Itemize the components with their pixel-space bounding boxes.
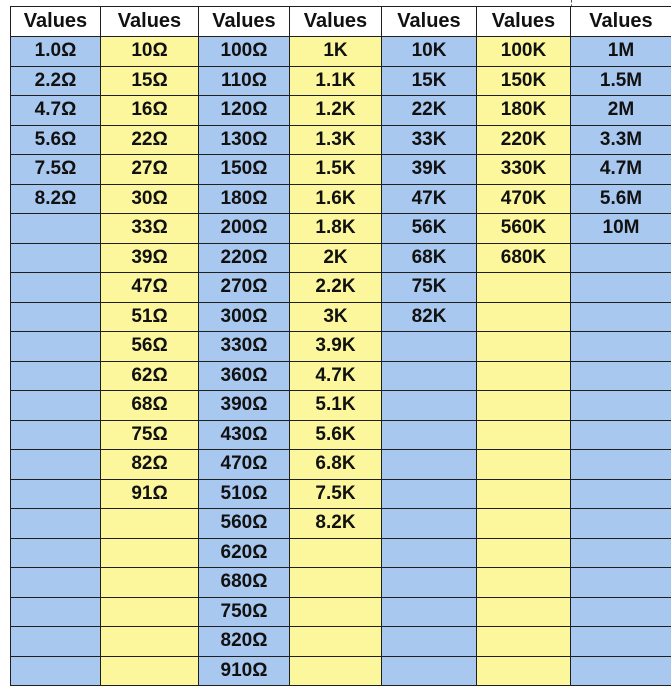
value-cell	[11, 391, 101, 421]
table-row	[11, 96, 671, 126]
value-cell: 6.8K	[290, 450, 382, 480]
value-cell	[477, 479, 571, 509]
value-cell: 180Ω	[199, 184, 290, 214]
value-cell: 100Ω	[199, 37, 290, 67]
value-cell	[11, 627, 101, 657]
value-cell: 47K	[382, 184, 477, 214]
value-cell	[382, 509, 477, 539]
value-cell	[477, 273, 571, 303]
value-cell: 5.6K	[290, 420, 382, 450]
value-cell: 68Ω	[101, 391, 199, 421]
value-cell	[571, 568, 671, 598]
value-cell: 470Ω	[199, 450, 290, 480]
table-row	[11, 184, 671, 214]
value-cell	[382, 568, 477, 598]
value-cell: 1M	[571, 37, 671, 67]
value-cell: 75Ω	[101, 420, 199, 450]
value-cell: 470K	[477, 184, 571, 214]
value-cell: 15K	[382, 66, 477, 96]
value-cell: 300Ω	[199, 302, 290, 332]
value-cell	[101, 538, 199, 568]
value-cell: 560K	[477, 214, 571, 244]
value-cell: 27Ω	[101, 155, 199, 185]
value-cell: 510Ω	[199, 479, 290, 509]
value-cell: 75K	[382, 273, 477, 303]
value-cell	[382, 391, 477, 421]
value-cell	[571, 538, 671, 568]
value-cell	[382, 450, 477, 480]
value-cell: 8.2K	[290, 509, 382, 539]
header-cell: Values	[199, 7, 290, 37]
value-cell: 2K	[290, 243, 382, 273]
value-cell: 1K	[290, 37, 382, 67]
value-cell: 5.1K	[290, 391, 382, 421]
value-cell: 82Ω	[101, 450, 199, 480]
header-cell: Values	[290, 7, 382, 37]
value-cell	[477, 302, 571, 332]
value-cell	[571, 420, 671, 450]
value-cell: 150Ω	[199, 155, 290, 185]
value-cell	[571, 509, 671, 539]
resistor-values-table	[10, 6, 671, 686]
value-cell: 1.6K	[290, 184, 382, 214]
table-row	[11, 66, 671, 96]
value-cell: 10Ω	[101, 37, 199, 67]
value-cell: 68K	[382, 243, 477, 273]
value-cell: 7.5Ω	[11, 155, 101, 185]
value-cell: 1.2K	[290, 96, 382, 126]
value-cell: 2.2Ω	[11, 66, 101, 96]
value-cell: 62Ω	[101, 361, 199, 391]
value-cell: 51Ω	[101, 302, 199, 332]
value-cell	[290, 656, 382, 686]
value-cell: 180K	[477, 96, 571, 126]
value-cell: 270Ω	[199, 273, 290, 303]
value-cell: 47Ω	[101, 273, 199, 303]
value-cell: 1.1K	[290, 66, 382, 96]
table-row	[11, 391, 671, 421]
value-cell	[571, 627, 671, 657]
value-cell	[477, 568, 571, 598]
value-cell	[477, 420, 571, 450]
table-row	[11, 273, 671, 303]
table-row	[11, 361, 671, 391]
value-cell	[477, 391, 571, 421]
value-cell	[477, 656, 571, 686]
value-cell: 56K	[382, 214, 477, 244]
value-cell	[477, 597, 571, 627]
value-cell: 4.7Ω	[11, 96, 101, 126]
value-cell	[571, 479, 671, 509]
value-cell: 220K	[477, 125, 571, 155]
value-cell: 5.6Ω	[11, 125, 101, 155]
value-cell: 1.3K	[290, 125, 382, 155]
header-row	[11, 7, 671, 37]
value-cell	[382, 420, 477, 450]
value-cell: 390Ω	[199, 391, 290, 421]
value-cell: 22K	[382, 96, 477, 126]
value-cell	[101, 627, 199, 657]
value-cell	[11, 450, 101, 480]
table-row	[11, 479, 671, 509]
value-cell	[477, 450, 571, 480]
table-row	[11, 125, 671, 155]
header-cell: Values	[571, 7, 671, 37]
value-cell	[571, 450, 671, 480]
value-cell	[11, 509, 101, 539]
value-cell	[571, 302, 671, 332]
value-cell: 10K	[382, 37, 477, 67]
value-cell	[571, 273, 671, 303]
value-cell: 33K	[382, 125, 477, 155]
value-cell: 3.3M	[571, 125, 671, 155]
table-row	[11, 332, 671, 362]
value-cell	[571, 391, 671, 421]
value-cell: 1.5M	[571, 66, 671, 96]
value-cell	[101, 568, 199, 598]
header-cell: Values	[382, 7, 477, 37]
value-cell	[477, 509, 571, 539]
value-cell	[382, 332, 477, 362]
header-cell: Values	[101, 7, 199, 37]
value-cell	[11, 302, 101, 332]
value-cell	[382, 361, 477, 391]
value-cell: 620Ω	[199, 538, 290, 568]
table-row	[11, 302, 671, 332]
value-cell	[477, 627, 571, 657]
value-cell	[477, 361, 571, 391]
value-cell	[290, 568, 382, 598]
value-cell	[11, 361, 101, 391]
value-cell: 91Ω	[101, 479, 199, 509]
value-cell: 3.9K	[290, 332, 382, 362]
value-cell	[11, 214, 101, 244]
table-row	[11, 568, 671, 598]
value-cell: 680Ω	[199, 568, 290, 598]
value-cell	[571, 243, 671, 273]
value-cell: 820Ω	[199, 627, 290, 657]
header-cell: Values	[11, 7, 101, 37]
value-cell	[382, 597, 477, 627]
value-cell: 5.6M	[571, 184, 671, 214]
value-cell	[11, 597, 101, 627]
value-cell: 130Ω	[199, 125, 290, 155]
table-row	[11, 450, 671, 480]
value-cell: 39K	[382, 155, 477, 185]
value-cell	[382, 538, 477, 568]
value-cell: 56Ω	[101, 332, 199, 362]
value-cell: 560Ω	[199, 509, 290, 539]
value-cell	[571, 656, 671, 686]
header-cell: Values	[477, 7, 571, 37]
value-cell	[11, 420, 101, 450]
table-body	[11, 37, 671, 686]
value-cell	[290, 597, 382, 627]
value-cell: 8.2Ω	[11, 184, 101, 214]
value-cell	[571, 361, 671, 391]
value-cell: 330K	[477, 155, 571, 185]
value-cell	[571, 332, 671, 362]
value-cell	[11, 273, 101, 303]
value-cell	[571, 597, 671, 627]
value-cell: 750Ω	[199, 597, 290, 627]
table-row	[11, 538, 671, 568]
value-cell: 39Ω	[101, 243, 199, 273]
table-row	[11, 37, 671, 67]
value-cell: 680K	[477, 243, 571, 273]
value-cell: 16Ω	[101, 96, 199, 126]
value-cell	[11, 568, 101, 598]
value-cell: 360Ω	[199, 361, 290, 391]
value-cell: 7.5K	[290, 479, 382, 509]
value-cell	[11, 479, 101, 509]
table-row	[11, 420, 671, 450]
value-cell	[101, 656, 199, 686]
value-cell	[11, 243, 101, 273]
value-cell: 220Ω	[199, 243, 290, 273]
value-cell: 110Ω	[199, 66, 290, 96]
table-row	[11, 243, 671, 273]
table-row	[11, 214, 671, 244]
value-cell: 33Ω	[101, 214, 199, 244]
value-cell	[11, 538, 101, 568]
table-row	[11, 627, 671, 657]
value-cell: 30Ω	[101, 184, 199, 214]
value-cell: 22Ω	[101, 125, 199, 155]
value-cell: 1.5K	[290, 155, 382, 185]
value-cell	[290, 538, 382, 568]
value-cell: 82K	[382, 302, 477, 332]
value-cell: 1.8K	[290, 214, 382, 244]
value-cell: 150K	[477, 66, 571, 96]
value-cell	[11, 332, 101, 362]
value-cell	[101, 509, 199, 539]
value-cell: 100K	[477, 37, 571, 67]
value-cell	[382, 479, 477, 509]
value-cell: 2M	[571, 96, 671, 126]
table-row	[11, 509, 671, 539]
value-cell: 910Ω	[199, 656, 290, 686]
value-cell	[382, 656, 477, 686]
value-cell: 10M	[571, 214, 671, 244]
value-cell: 330Ω	[199, 332, 290, 362]
table-row	[11, 656, 671, 686]
value-cell: 120Ω	[199, 96, 290, 126]
value-cell: 4.7M	[571, 155, 671, 185]
value-cell: 15Ω	[101, 66, 199, 96]
value-cell	[382, 627, 477, 657]
value-cell	[101, 597, 199, 627]
value-cell: 2.2K	[290, 273, 382, 303]
value-cell	[477, 332, 571, 362]
value-cell	[477, 538, 571, 568]
value-cell: 4.7K	[290, 361, 382, 391]
table-row	[11, 597, 671, 627]
value-cell	[290, 627, 382, 657]
value-cell: 430Ω	[199, 420, 290, 450]
table-row	[11, 155, 671, 185]
value-cell: 3K	[290, 302, 382, 332]
value-cell: 200Ω	[199, 214, 290, 244]
value-cell	[11, 656, 101, 686]
value-cell: 1.0Ω	[11, 37, 101, 67]
